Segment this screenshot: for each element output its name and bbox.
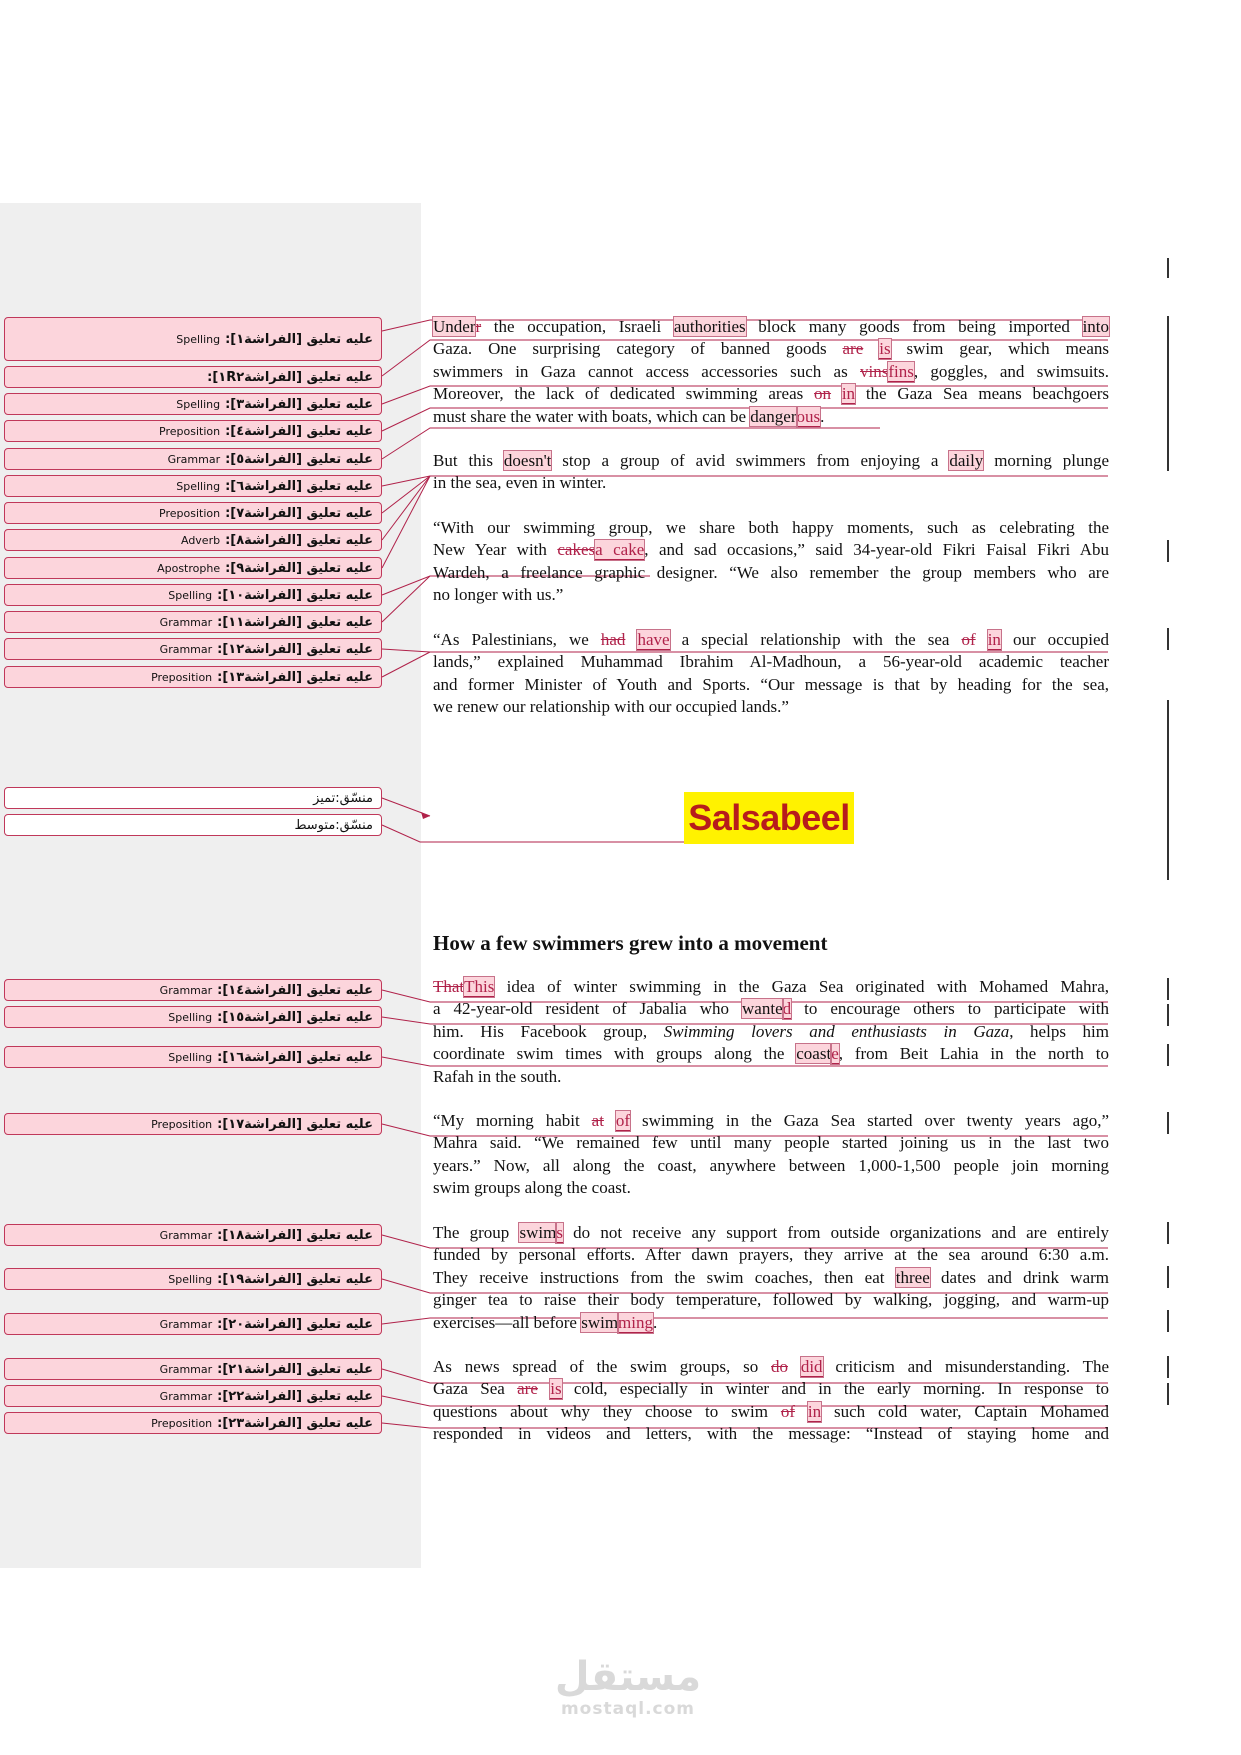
change-bar <box>1167 1310 1169 1332</box>
comment-20[interactable] <box>4 1313 382 1335</box>
text-line <box>433 1066 1109 1088</box>
text-run <box>538 1379 550 1398</box>
comment-text: عليه تعليق [الفراشة١٩]: <box>217 1271 373 1287</box>
comment-tag: Spelling <box>168 588 213 602</box>
text-run <box>788 1357 801 1376</box>
text-line <box>433 674 1109 696</box>
change-bar <box>1167 258 1169 278</box>
change-bar <box>1167 1222 1169 1244</box>
text-line <box>433 1423 1109 1445</box>
comment-12[interactable] <box>4 638 382 660</box>
change-bar <box>1167 1004 1169 1026</box>
text-run: , goggles, and swimsuits. <box>913 361 1110 381</box>
tracked-text[interactable]: authorities <box>673 317 746 336</box>
text-run: Mahra said. “We remained few until many people started joining us in the last two <box>433 1133 1109 1153</box>
format-note-text: منسّق:تميز <box>313 790 373 806</box>
inserted-text[interactable]: did <box>800 1357 823 1376</box>
text-run: Gaza Sea <box>433 1379 518 1399</box>
text-line <box>433 1356 1109 1378</box>
comment-tag: Preposition <box>159 506 221 520</box>
deleted-text[interactable]: at <box>591 1111 604 1130</box>
comment-4[interactable] <box>4 420 382 442</box>
paragraph-5 <box>433 976 1109 1088</box>
comment-9[interactable] <box>4 557 382 579</box>
tracked-text[interactable]: daily <box>949 451 984 470</box>
text-run: must share the water with boats, which can be <box>433 406 751 426</box>
comment-6[interactable] <box>4 475 382 497</box>
inserted-text[interactable]: in <box>987 630 1001 649</box>
comment-tag: Grammar <box>159 615 213 629</box>
inserted-text[interactable]: s <box>556 1223 563 1242</box>
comment-13[interactable] <box>4 666 382 688</box>
comment-text: عليه تعليق [الفراشة٢١]: <box>217 1361 373 1377</box>
text-run: criticism and misunderstanding. The <box>822 1357 1110 1376</box>
text-run: “With our swimming group, we share both happy moments, such as celebrating the <box>433 518 1109 537</box>
tracked-text[interactable]: swim <box>581 1312 619 1332</box>
comment-text: عليه تعليق [الفراشة٣]: <box>225 396 373 412</box>
text-run: swimmers in Gaza cannot access accessories such as <box>433 361 861 381</box>
comment-tag: Spelling <box>176 332 221 346</box>
text-run: New Year with <box>433 540 558 560</box>
comment-tag: Grammar <box>159 1362 213 1376</box>
deleted-text[interactable]: r <box>475 317 482 336</box>
text-run: funded by personal efforts. After dawn prayers, they arrive at the sea around 6:30 a.m. <box>433 1245 1109 1265</box>
comment-text: عليه تعليق [الفراشة١٣]: <box>217 669 373 685</box>
text-run: As news spread of the swim groups, so <box>433 1357 771 1376</box>
text-line <box>433 316 1109 338</box>
comment-text: عليه تعليق [الفراشة٤]: <box>225 423 373 439</box>
text-run: . <box>820 406 825 426</box>
inserted-text[interactable]: have <box>637 630 670 649</box>
inserted-text[interactable]: ming <box>618 1312 653 1332</box>
text-run: him. His Facebook group, <box>433 1021 664 1041</box>
change-bar <box>1167 628 1169 650</box>
change-bar <box>1167 978 1169 1000</box>
text-run: responded in videos and letters, with the message: “Instead of staying home and <box>433 1424 1109 1444</box>
watermark-latin: mostaql.com <box>560 1699 696 1719</box>
inserted-text[interactable]: is <box>550 1379 562 1399</box>
comment-2[interactable] <box>4 366 382 388</box>
text-run: swim gear, which means <box>890 339 1110 359</box>
section-heading: How a few swimmers grew into a movement <box>433 931 828 955</box>
text-run: block many goods from being imported <box>745 317 1083 336</box>
text-run: we renew our relationship with our occupied lands.” <box>433 697 789 717</box>
comment-text: عليه تعليق [الفراشة١٦]: <box>217 1049 373 1065</box>
text-line <box>433 1312 1109 1334</box>
comment-text: عليه تعليق [الفراشة١]: <box>225 331 373 347</box>
tracked-text[interactable]: into <box>1082 317 1110 336</box>
group-name: Swimming lovers and enthusiasts in Gaza <box>663 1021 1010 1041</box>
inserted-text[interactable]: This <box>464 977 495 996</box>
inserted-text[interactable]: fins <box>888 361 914 381</box>
comment-tag: Apostrophe <box>157 561 221 575</box>
text-line <box>433 1222 1109 1244</box>
tracked-text[interactable]: wante <box>742 999 783 1019</box>
text-line <box>433 1289 1109 1311</box>
text-run: such cold water, Captain Mohamed <box>821 1401 1110 1421</box>
deleted-text[interactable]: on <box>814 384 832 404</box>
comment-10[interactable] <box>4 584 382 606</box>
paragraph-3 <box>433 517 1109 607</box>
text-run: Gaza. One surprising category of banned goods <box>433 339 843 359</box>
text-run: , and sad occasions,” said 34-year-old Fikri Faisal Fikri Abu <box>644 540 1109 560</box>
change-bar <box>1167 1383 1169 1405</box>
text-run: do not receive any support from outside organizations and are entirely <box>562 1223 1109 1242</box>
inserted-text[interactable]: is <box>879 339 891 359</box>
text-line <box>433 1043 1109 1065</box>
tracked-text[interactable]: danger <box>750 406 797 426</box>
comment-tag: Grammar <box>159 1228 213 1242</box>
text-run: But this <box>433 451 504 470</box>
comment-tag: Grammar <box>159 642 213 656</box>
deleted-text[interactable]: That <box>433 977 465 996</box>
change-bar <box>1167 1112 1169 1134</box>
text-run <box>831 384 842 403</box>
comment-tag: Grammar <box>159 1317 213 1331</box>
text-run <box>625 630 637 649</box>
text-line <box>433 696 1109 718</box>
comment-text: عليه تعليق [الفراشة١٤]: <box>217 982 373 998</box>
text-run <box>863 339 879 358</box>
tracked-text[interactable]: coast <box>796 1044 832 1064</box>
comment-21[interactable] <box>4 1358 382 1380</box>
comment-tag: Spelling <box>168 1272 213 1286</box>
text-run: to encourage others to participate with <box>791 999 1109 1019</box>
inserted-text[interactable]: of <box>615 1111 631 1130</box>
deleted-text[interactable]: are <box>517 1379 538 1399</box>
comment-text: عليه تعليق [الفراشة٩]: <box>225 560 373 576</box>
inserted-text[interactable]: in <box>841 384 856 404</box>
comment-text: عليه تعليق [الفراشة٧]: <box>225 505 373 521</box>
text-line <box>433 1110 1109 1132</box>
comment-tag: Preposition <box>159 424 221 438</box>
comment-tag: Grammar <box>159 1389 213 1403</box>
comment-text: عليه تعليق [الفراشة١٢]: <box>217 641 373 657</box>
paragraph-2 <box>433 450 1109 495</box>
text-run: Moreover, the lack of dedicated swimming areas <box>433 384 815 404</box>
paragraph-6 <box>433 1110 1109 1200</box>
text-run: a 42-year-old resident of Jabalia who <box>433 999 743 1019</box>
format-note-2[interactable] <box>4 814 382 836</box>
text-run: stop a group of avid swimmers from enjoying a <box>551 451 950 470</box>
text-run: no longer with us.” <box>433 585 564 605</box>
text-run: ginger tea to raise their body temperature, followed by walking, jogging, and warm-up <box>433 1290 1109 1310</box>
text-line <box>433 539 1109 561</box>
comment-tag: Grammar <box>167 452 221 466</box>
text-line <box>433 1155 1109 1177</box>
change-bar <box>1167 540 1169 562</box>
text-line <box>433 361 1109 383</box>
comment-tag: Spelling <box>176 479 221 493</box>
paragraph-8 <box>433 1356 1109 1446</box>
text-run: in the sea, even in winter. <box>433 473 607 493</box>
deleted-text[interactable]: cakes <box>557 540 596 560</box>
paragraph-7 <box>433 1222 1109 1334</box>
text-line <box>433 383 1109 405</box>
text-run: swimming in the Gaza Sea started over twenty years ago,” <box>630 1111 1110 1130</box>
change-bar <box>1167 1044 1169 1066</box>
text-run: and former Minister of Youth and Sports. “Our message is that by heading for the sea, <box>433 674 1109 694</box>
inserted-text[interactable]: a cake <box>595 540 645 560</box>
text-line <box>433 1401 1109 1423</box>
deleted-text[interactable]: are <box>842 339 864 359</box>
comment-23[interactable] <box>4 1412 382 1434</box>
text-line <box>433 584 1109 606</box>
text-line <box>433 338 1109 360</box>
salsabeel-logo <box>684 792 854 844</box>
comment-22[interactable] <box>4 1385 382 1407</box>
deleted-text[interactable]: had <box>600 630 626 649</box>
text-line <box>433 1021 1109 1043</box>
deleted-text[interactable]: of <box>780 1401 796 1421</box>
comment-17[interactable] <box>4 1113 382 1135</box>
tracked-text[interactable]: three <box>895 1267 930 1287</box>
inserted-text[interactable]: d <box>782 999 792 1019</box>
comment-text: عليه تعليق [الفراشة١١]: <box>217 614 373 630</box>
text-line <box>433 517 1109 539</box>
comment-19[interactable] <box>4 1268 382 1290</box>
tracked-text[interactable]: doesn't <box>503 451 552 470</box>
inserted-text[interactable]: e <box>831 1044 839 1064</box>
mostaql-watermark <box>548 1655 708 1719</box>
comment-tag: Preposition <box>151 1416 213 1430</box>
tracked-text[interactable]: swim <box>519 1223 557 1242</box>
text-line <box>433 651 1109 673</box>
text-run: the occupation, Israeli <box>481 317 674 336</box>
text-line <box>433 1267 1109 1289</box>
change-bar <box>1167 1266 1169 1288</box>
change-bar <box>1167 700 1169 880</box>
comment-15[interactable] <box>4 1006 382 1028</box>
text-run: questions about why they choose to swim <box>433 1401 781 1421</box>
text-run: They receive instructions from the swim coaches, then eat <box>433 1267 896 1287</box>
paragraph-4 <box>433 629 1109 719</box>
comment-tag: Preposition <box>151 1117 213 1131</box>
text-run: swim groups along the coast. <box>433 1178 631 1198</box>
deleted-text[interactable]: of <box>961 630 976 649</box>
text-line <box>433 976 1109 998</box>
comment-tag: Adverb <box>180 533 221 547</box>
text-run <box>976 630 988 649</box>
watermark-arabic: مستقل <box>554 1654 702 1700</box>
comment-tag: Preposition <box>151 670 213 684</box>
text-run: Wardeh, a freelance graphic designer. “We also remember the group members who are <box>433 562 1109 582</box>
format-note-text: منسّق:متوسط <box>294 817 373 833</box>
comment-3[interactable] <box>4 393 382 415</box>
comment-18[interactable] <box>4 1224 382 1246</box>
comment-text: عليه تعليق [الفراشة٢٣]: <box>217 1415 373 1431</box>
text-run: “As Palestinians, we <box>433 630 601 649</box>
comment-text: عليه تعليق [الفراشة١R٢]: <box>207 369 373 385</box>
comment-14[interactable] <box>4 979 382 1001</box>
comment-text: عليه تعليق [الفراشة١٧]: <box>217 1116 373 1132</box>
comment-text: عليه تعليق [الفراشة٢٠]: <box>217 1316 373 1332</box>
comment-text: عليه تعليق [الفراشة١٥]: <box>217 1009 373 1025</box>
text-line <box>433 629 1109 651</box>
text-line <box>433 406 1109 428</box>
comment-5[interactable] <box>4 448 382 470</box>
comment-tag: Spelling <box>168 1010 213 1024</box>
text-run: “My morning habit <box>433 1111 592 1130</box>
inserted-text[interactable]: in <box>807 1401 822 1421</box>
format-note-1[interactable] <box>4 787 382 809</box>
comment-8[interactable] <box>4 529 382 551</box>
text-run: lands,” explained Muhammad Ibrahim Al-Madhoun, a 56-year-old academic teacher <box>433 652 1109 672</box>
text-line <box>433 1132 1109 1154</box>
text-run: exercises—all before <box>433 1312 582 1332</box>
deleted-text[interactable]: vins <box>860 361 889 381</box>
comment-text: عليه تعليق [الفراشة٨]: <box>225 532 373 548</box>
text-line <box>433 1244 1109 1266</box>
comment-1[interactable] <box>4 317 382 361</box>
change-bar <box>1167 1356 1169 1378</box>
text-line <box>433 450 1109 472</box>
text-run: , from Beit Lahia in the north to <box>838 1044 1109 1064</box>
text-run: , helps him <box>1009 1021 1109 1041</box>
tracked-text[interactable]: Under <box>433 317 476 336</box>
comment-16[interactable] <box>4 1046 382 1068</box>
comment-text: عليه تعليق [الفراشة٥]: <box>225 451 373 467</box>
comment-11[interactable] <box>4 611 382 633</box>
text-run: coordinate swim times with groups along the <box>433 1044 797 1064</box>
text-run: cold, especially in winter and in the early morning. In response to <box>561 1379 1109 1399</box>
comment-text: عليه تعليق [الفراشة١٨]: <box>217 1227 373 1243</box>
logo-text: Salsabeel <box>688 797 850 838</box>
comment-text: عليه تعليق [الفراشة٢٢]: <box>217 1388 373 1404</box>
comment-text: عليه تعليق [الفراشة١٠]: <box>217 587 373 603</box>
text-run: . <box>653 1312 658 1332</box>
text-run: the Gaza Sea means beachgoers <box>855 384 1110 404</box>
comment-7[interactable] <box>4 502 382 524</box>
text-line <box>433 998 1109 1020</box>
text-run <box>795 1402 808 1421</box>
text-run: years.” Now, all along the coast, anywhere between 1,000-1,500 people join morning <box>433 1155 1109 1175</box>
comment-tag: Grammar <box>159 983 213 997</box>
inserted-text[interactable]: ous <box>796 406 821 426</box>
text-run: Rafah in the south. <box>433 1066 562 1086</box>
text-line <box>433 472 1109 494</box>
text-run: our occupied <box>1000 630 1110 649</box>
change-bar <box>1167 316 1169 471</box>
deleted-text[interactable]: do <box>771 1357 788 1376</box>
text-run: a special relationship with the sea <box>669 630 962 649</box>
paragraph-1 <box>433 316 1109 428</box>
text-line <box>433 1378 1109 1400</box>
comment-text: عليه تعليق [الفراشة٦]: <box>225 478 373 494</box>
comment-tag: Spelling <box>168 1050 213 1064</box>
text-line <box>433 1177 1109 1199</box>
text-run: morning plunge <box>983 451 1109 470</box>
text-run <box>604 1111 616 1130</box>
text-run: dates and drink warm <box>929 1267 1109 1287</box>
text-line <box>433 562 1109 584</box>
comment-tag: Spelling <box>176 397 221 411</box>
text-run: idea of winter swimming in the Gaza Sea originated with Mohamed Mahra, <box>494 977 1109 996</box>
text-run: The group <box>433 1223 520 1242</box>
